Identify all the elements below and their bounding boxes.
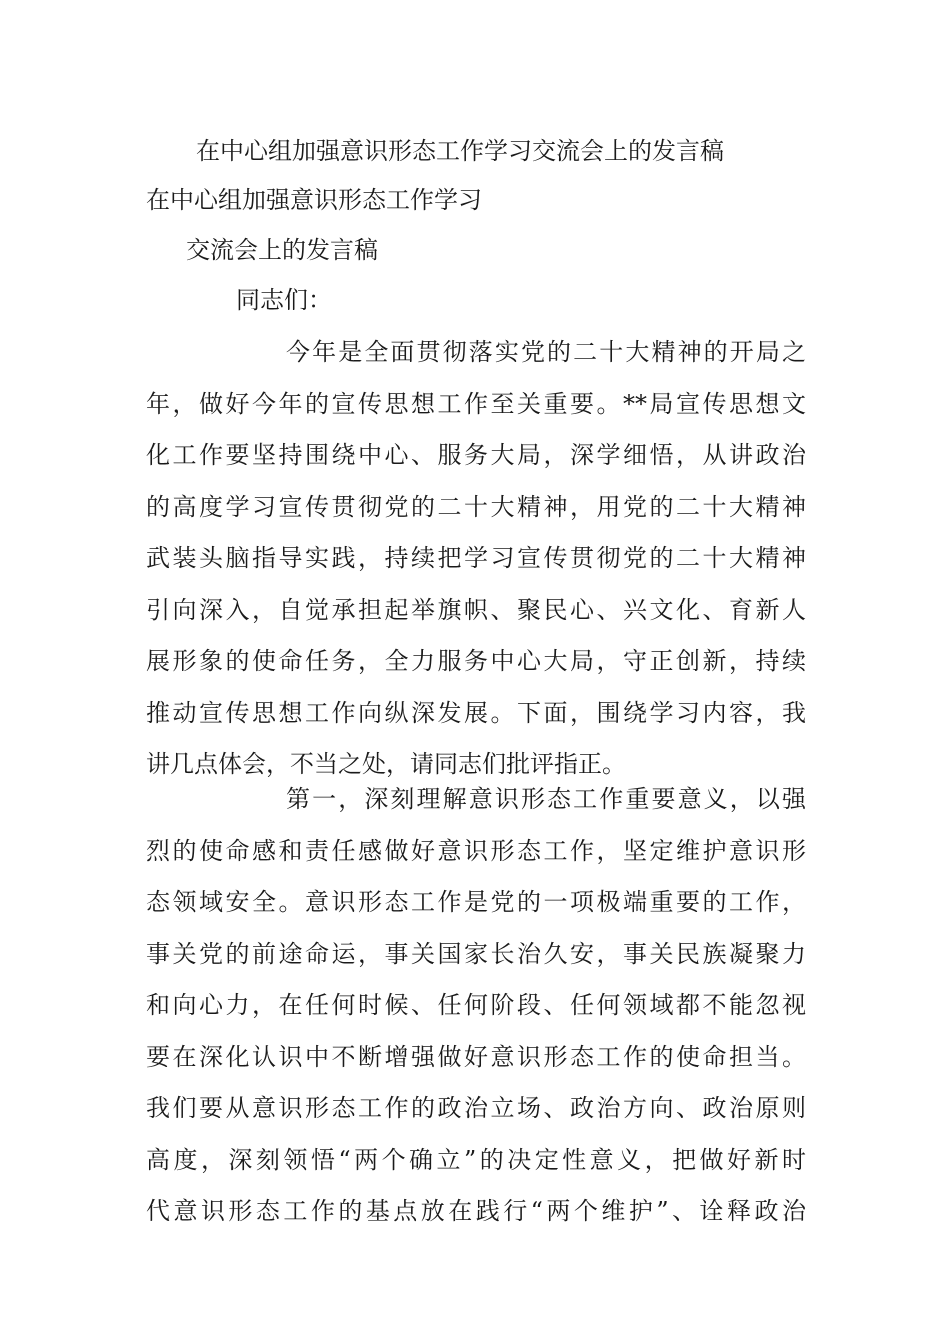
- paragraph-line: 武装头脑指导实践，持续把学习宣传贯彻党的二十大精神: [146, 544, 806, 572]
- greeting: 同志们：: [236, 286, 332, 314]
- paragraph-line: 化工作要坚持围绕中心、服务大局，深学细悟，从讲政治: [146, 441, 806, 469]
- paragraph-line: 年，做好今年的宣传思想工作至关重要。**局宣传思想文: [146, 389, 806, 418]
- paragraph-line: 事关党的前途命运，事关国家长治久安，事关民族凝聚力: [146, 939, 806, 968]
- paragraph-2: [146, 774, 806, 1238]
- paragraph-1: [146, 327, 806, 791]
- paragraph-line: 我们要从意识形态工作的政治立场、政治方向、政治原则: [146, 1094, 806, 1122]
- paragraph-line: 今年是全面贯彻落实党的二十大精神的开局之: [286, 338, 806, 366]
- paragraph-line: 态领域安全。意识形态工作是党的一项极端重要的工作，: [146, 888, 806, 916]
- paragraph-line: 推动宣传思想工作向纵深发展。下面，围绕学习内容，我: [146, 698, 806, 727]
- paragraph-line: 高度，深刻领悟“两个确立”的决定性意义，把做好新时: [146, 1145, 806, 1174]
- paragraph-line: 和向心力，在任何时候、任何阶段、任何领域都不能忽视: [146, 991, 806, 1019]
- paragraph-line: 烈的使命感和责任感做好意识形态工作，坚定维护意识形: [146, 836, 806, 865]
- paragraph-line: 要在深化认识中不断增强做好意识形态工作的使命担当。: [146, 1042, 806, 1071]
- paragraph-line: 的高度学习宣传贯彻党的二十大精神，用党的二十大精神: [146, 492, 806, 521]
- document-title: 在中心组加强意识形态工作学习交流会上的发言稿: [196, 137, 724, 165]
- document-subtitle-line-1: 在中心组加强意识形态工作学习: [146, 186, 482, 214]
- document-subtitle-line-2: 交流会上的发言稿: [186, 236, 378, 264]
- paragraph-line: 代意识形态工作的基点放在践行“两个维护”、诠释政治: [146, 1197, 806, 1225]
- paragraph-line: 讲几点体会，不当之处，请同志们批评指正。: [146, 750, 626, 778]
- paragraph-line: 展形象的使命任务，全力服务中心大局，守正创新，持续: [146, 647, 806, 675]
- paragraph-line: 第一，深刻理解意识形态工作重要意义，以强: [286, 785, 806, 813]
- paragraph-line: 引向深入，自觉承担起举旗帜、聚民心、兴文化、育新人: [146, 595, 806, 624]
